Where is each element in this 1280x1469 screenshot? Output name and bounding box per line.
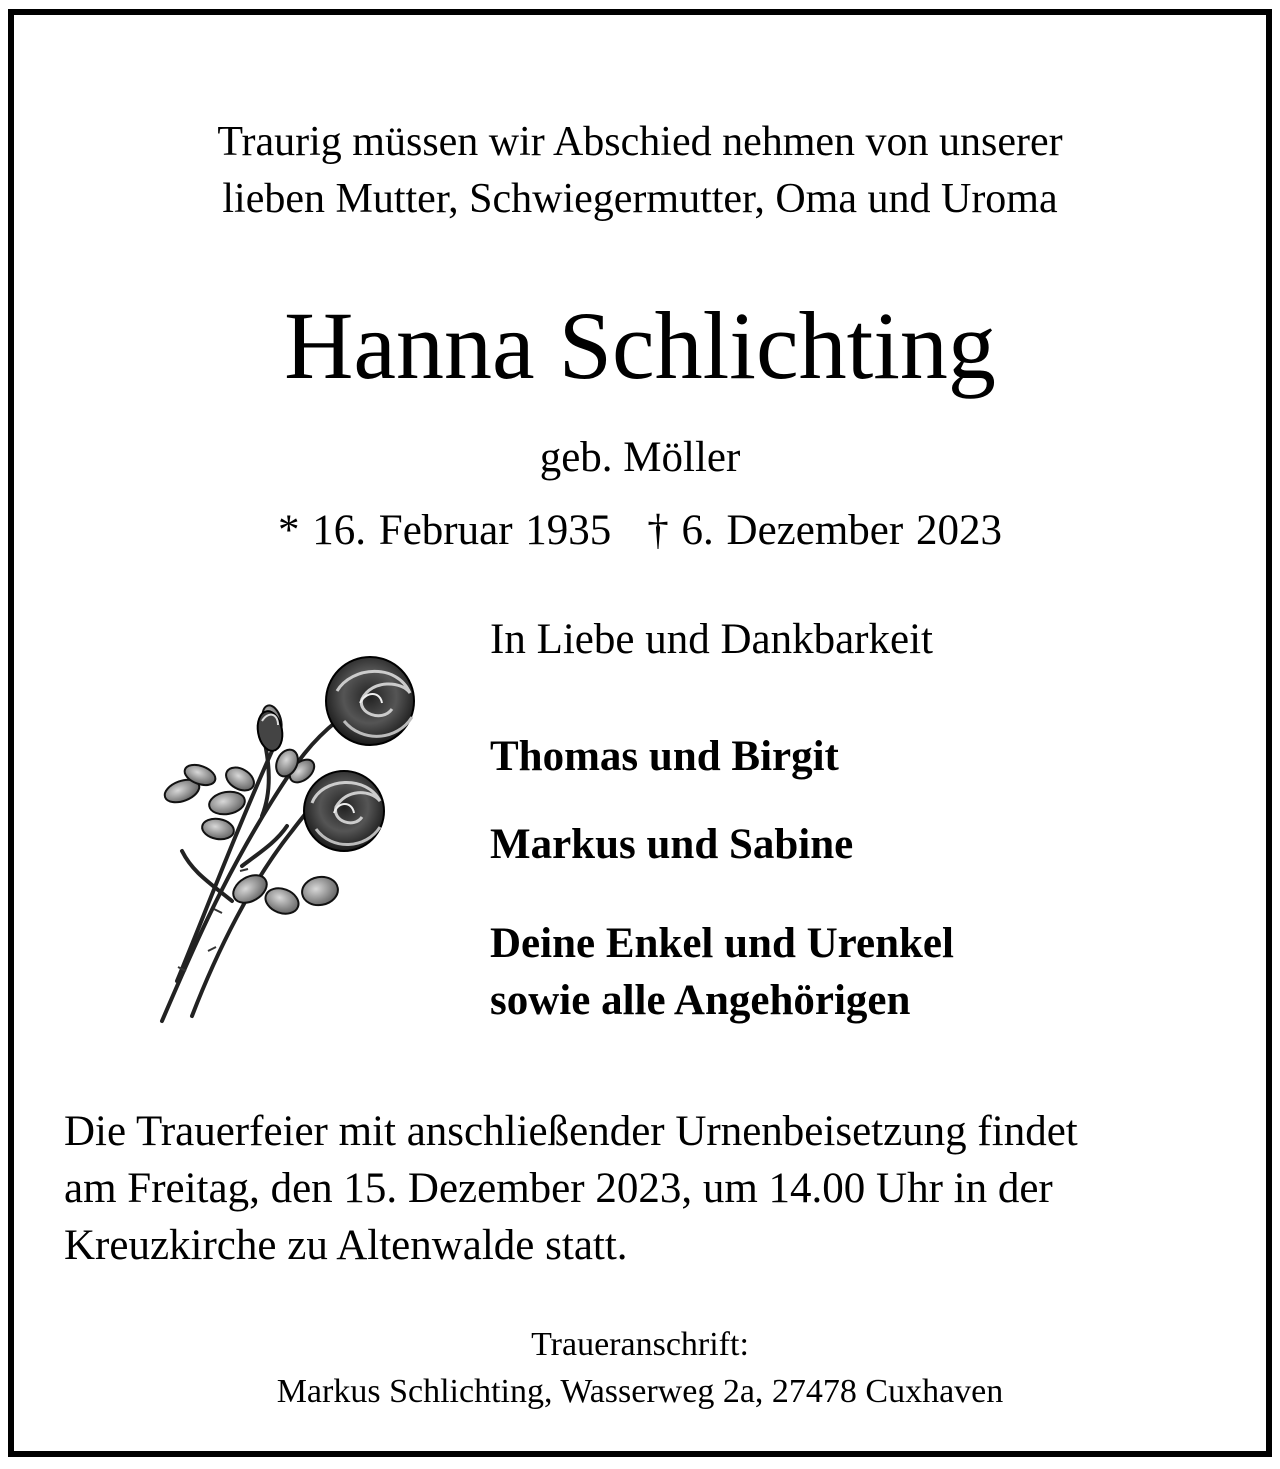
mourner-name: sowie alle Angehörigen: [490, 977, 911, 1024]
dedication: In Liebe und Dankbarkeit: [490, 616, 933, 663]
ceremony-line: Die Trauerfeier mit anschließender Urnenbeisetzung findet: [64, 1108, 1078, 1155]
maiden-name: geb. Möller: [539, 434, 741, 481]
intro-text: [14, 114, 1266, 228]
ceremony-text: [64, 1103, 1078, 1274]
obituary-notice: [8, 9, 1272, 1457]
roses-illustration-icon: [122, 651, 442, 1051]
death-date: † 6. Dezember 2023: [647, 507, 1002, 554]
birth-date: * 16. Februar 1935: [278, 507, 612, 554]
ceremony-line: am Freitag, den 15. Dezember 2023, um 14.00 Uhr in der: [64, 1165, 1053, 1212]
mourner-name: Markus und Sabine: [490, 821, 854, 868]
intro-line: Traurig müssen wir Abschied nehmen von unserer: [217, 119, 1063, 165]
intro-line: lieben Mutter, Schwiegermutter, Oma und Uroma: [222, 176, 1058, 222]
mourner-name: Thomas und Birgit: [490, 733, 839, 780]
address-label: Traueranschrift:: [531, 1326, 749, 1363]
mourner-group: [490, 915, 954, 1029]
mourning-address: Markus Schlichting, Wasserweg 2a, 27478 Cuxhaven: [276, 1373, 1004, 1410]
deceased-name: Hanna Schlichting: [284, 292, 996, 399]
life-dates: [14, 509, 1266, 552]
mourner-name: Deine Enkel und Urenkel: [490, 920, 954, 967]
ceremony-line: Kreuzkirche zu Altenwalde statt.: [64, 1222, 628, 1269]
